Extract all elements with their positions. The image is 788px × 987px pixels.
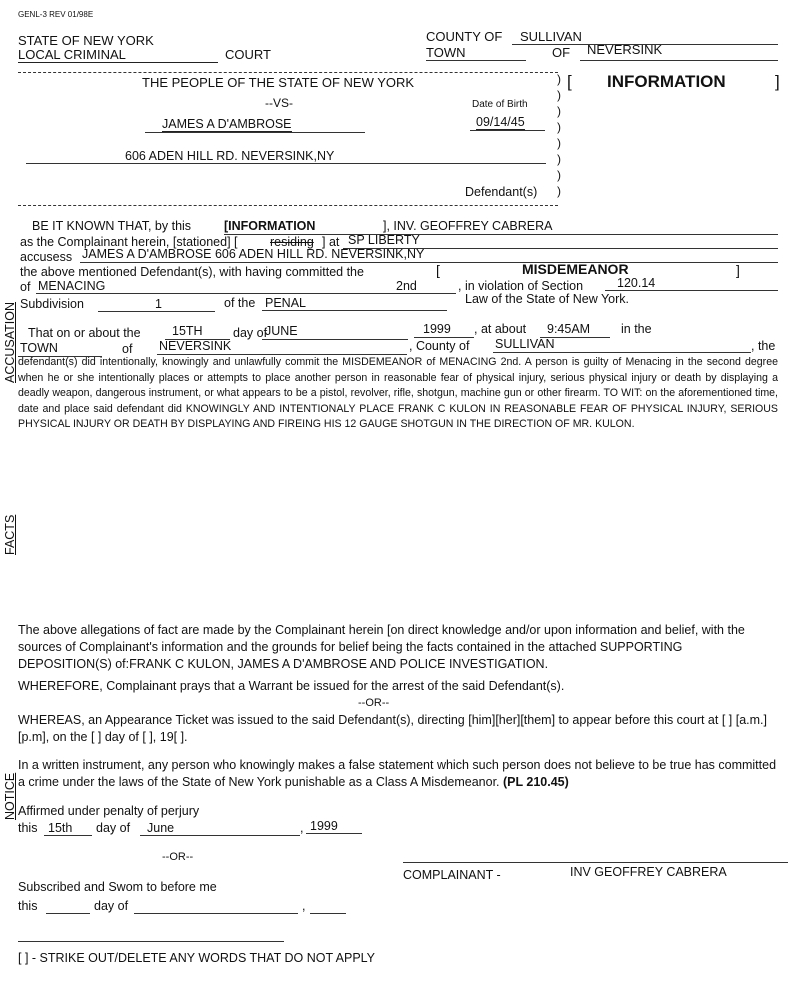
facts-year: 1999 bbox=[423, 322, 451, 336]
county-label: COUNTY OF bbox=[426, 29, 503, 44]
accusation-line2-a: as the Complainant herein, [stationed] [ bbox=[20, 235, 238, 249]
facts-the: , the bbox=[751, 339, 776, 353]
defendant-label: Defendant(s) bbox=[465, 185, 538, 199]
court-state: STATE OF NEW YORK bbox=[18, 33, 154, 48]
sig-this: this bbox=[18, 821, 38, 835]
offense-name: MENACING bbox=[38, 279, 106, 293]
accusation-line4-a: the above mentioned Defendant(s), with having committed the bbox=[20, 265, 364, 279]
complainant-name: INV GEOFFREY CABRERA bbox=[570, 865, 727, 879]
notice-text bbox=[18, 757, 778, 791]
town-label: TOWN bbox=[426, 45, 466, 60]
facts-at-about: , at about bbox=[474, 322, 527, 336]
notice-body: In a written instrument, any person who knowingly makes a false statement which such person does not believe to be true has committed a crime under the laws of the State of New York punishable as a Class A Misdemeanor. bbox=[18, 758, 777, 789]
sworn-day-of: day of bbox=[94, 899, 129, 913]
or-separator-2: --OR-- bbox=[162, 851, 194, 863]
offense-degree: 2nd bbox=[396, 279, 417, 293]
sig-day: 15th bbox=[48, 821, 73, 835]
of-the-label: of the bbox=[224, 296, 256, 310]
subdivision-label: Subdivision bbox=[20, 297, 84, 311]
sig-day-of: day of bbox=[96, 821, 131, 835]
whereas-text: WHEREAS, an Appearance Ticket was issued to the said Defendant(s), directing [him][her][them] to appear before this court at [ ] [a.m.][p.m], on the [ ] day of [ ], 19[ ]. bbox=[18, 713, 767, 744]
facts-day-of: day of bbox=[233, 326, 268, 340]
accused-name-address: JAMES A D'AMBROSE 606 ADEN HILL RD. NEVERSINK,NY bbox=[82, 247, 425, 261]
accusation-line1-c: ], INV. GEOFFREY CABRERA bbox=[383, 219, 553, 233]
notice-side-label: NOTICE bbox=[3, 772, 17, 820]
facts-side-label: FACTS bbox=[3, 514, 17, 555]
form-code: GENL-3 REV 01/98E bbox=[18, 10, 94, 19]
strike-out-note: [ ] - STRIKE OUT/DELETE ANY WORDS THAT DO NOT APPLY bbox=[18, 951, 376, 965]
accusation-line2-b: residing bbox=[270, 235, 314, 249]
court-local-criminal: LOCAL CRIMINAL bbox=[18, 47, 218, 63]
wherefore-text: WHEREFORE, Complainant prays that a Warrant be issued for the arrest of the said Defendant(s). bbox=[18, 679, 565, 693]
accusation-line1-b: [INFORMATION bbox=[224, 219, 316, 233]
facts-county-of: , County of bbox=[409, 339, 470, 353]
defendant-address: 606 ADEN HILL RD. NEVERSINK,NY bbox=[125, 149, 335, 163]
subdivision-value: 1 bbox=[155, 297, 162, 311]
law-name: PENAL bbox=[265, 296, 306, 310]
municipality-type: TOWN bbox=[20, 341, 58, 355]
law-suffix: Law of the State of New York. bbox=[465, 292, 629, 306]
accusation-line2-c: ] at bbox=[322, 235, 340, 249]
facts-time: 9:45AM bbox=[547, 322, 591, 336]
notice-pl-citation: (PL 210.45) bbox=[503, 775, 569, 789]
or-separator-1: --OR-- bbox=[358, 697, 390, 709]
caption-vs: --VS- bbox=[265, 96, 293, 110]
offense-class: MISDEMEANOR bbox=[522, 261, 629, 277]
sworn-comma: , bbox=[302, 899, 306, 913]
subscribed-label: Subscribed and Swom to before me bbox=[18, 880, 217, 894]
sworn-this: this bbox=[18, 899, 38, 913]
affirmed-label: Affirmed under penalty of perjury bbox=[18, 804, 200, 818]
court-word: COURT bbox=[225, 47, 271, 62]
facts-month: JUNE bbox=[265, 324, 298, 338]
offense-bracket-open: [ bbox=[436, 262, 440, 278]
violation-label: , in violation of Section bbox=[458, 279, 584, 293]
facts-on-about: That on or about the bbox=[28, 326, 141, 340]
offense-bracket-close: ] bbox=[736, 262, 740, 278]
facts-in-the: in the bbox=[621, 322, 652, 336]
allegations-text: The above allegations of fact are made by the Complainant herein [on direct knowledge and/or upon information and belief, with the sources of Complainant's information and the grounds for belief being the facts contained in the attached SUPPORTING DEPOSITION(S) of:FRANK C KULON, JAMES A D'AMBROSE AND POLICE INVESTIGATION. bbox=[18, 623, 745, 671]
complainant-label: COMPLAINANT - bbox=[403, 868, 501, 882]
accusation-line1-a: BE IT KNOWN THAT, by this bbox=[32, 219, 192, 233]
title-bracket-open: [ bbox=[567, 72, 572, 91]
dob-value: 09/14/45 bbox=[476, 115, 525, 129]
facts-day: 15TH bbox=[172, 324, 203, 338]
facts-county: SULLIVAN bbox=[495, 337, 555, 351]
section-number: 120.14 bbox=[617, 276, 656, 290]
accusation-line3-a: accusess bbox=[20, 250, 73, 264]
of-label: OF bbox=[552, 45, 571, 60]
accusation-station: SP LIBERTY bbox=[348, 233, 420, 247]
sig-month: June bbox=[147, 821, 175, 835]
sig-year: 1999 bbox=[310, 819, 338, 833]
accusation-of: of bbox=[20, 280, 31, 294]
caption-people: THE PEOPLE OF THE STATE OF NEW YORK bbox=[142, 75, 415, 90]
title-bracket-close: ] bbox=[775, 72, 780, 91]
accusation-side-label: ACCUSATION bbox=[3, 301, 17, 383]
facts-narrative: defendant(s) did intentionally, knowingly and unlawfully commit the MISDEMEANOR of MENACING 2nd. A person is guilty of Menacing in the second degree when he or she intentionally places or attempts to place another person in reasonable fear of physical injury, serious physical injury or death by displaying a deadly weapon, dangerous instrument, or what appears to be a pistol, revolver, rifle, shotgun, machine gun or other firearm. TO WIT: on the aforementioned time, date and place said defendant did KNOWINGLY AND INTENTIONALY PLACE FRANK C KULON IN REASONABLE FEAR OF PHYSICAL INJURY, SERIOUS PHYSICAL INJURY OR DEATH BY DISPLAYING AND FIREING HIS 12 GAUGE SHOTGUN IN THE DIRECTION OF MR. KULON. bbox=[18, 356, 778, 430]
municipality-name: NEVERSINK bbox=[159, 339, 232, 353]
defendant-name: JAMES A D'AMBROSE bbox=[162, 117, 292, 131]
facts-of: of bbox=[122, 342, 133, 356]
sig-comma: , bbox=[300, 821, 304, 835]
document-title: INFORMATION bbox=[607, 72, 726, 91]
town-value: NEVERSINK bbox=[587, 42, 663, 57]
county-value: SULLIVAN bbox=[520, 29, 582, 44]
dob-label: Date of Birth bbox=[472, 99, 528, 110]
